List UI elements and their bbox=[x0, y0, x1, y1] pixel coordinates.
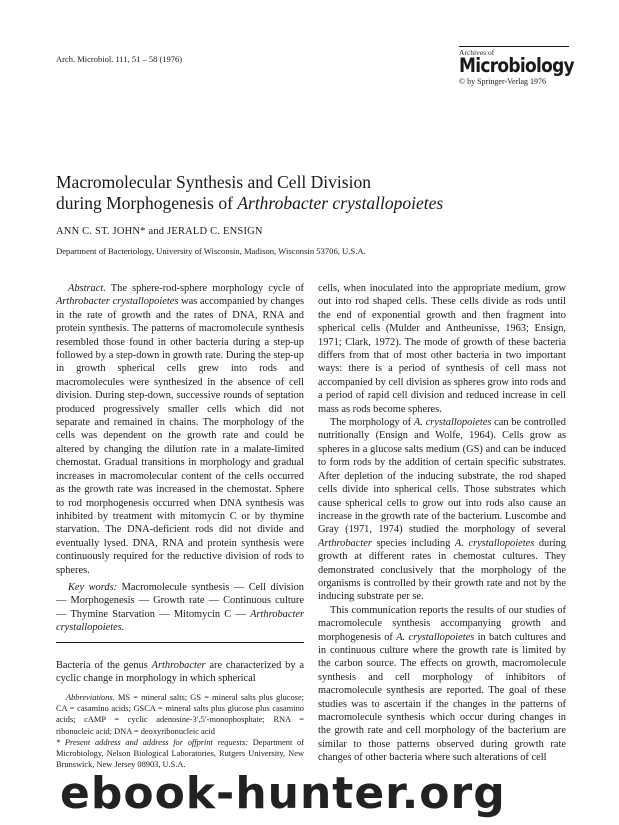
article-title bbox=[56, 172, 576, 214]
p3-text-a: This communication reports the results of our studies of macromolecule synthesis accompanying growth and morphogenesis of bbox=[318, 604, 566, 643]
p2-organism-1: A. crystallopoietes bbox=[413, 417, 492, 429]
p3-organism: A. crystallopoietes bbox=[396, 631, 475, 643]
keywords-text: Macromolecule synthesis — Cell division — Morphogenesis — Growth rate — Continuous culture — Thymine Starvation — Mitomycin C — bbox=[56, 581, 304, 620]
abbreviations-label: Abbreviations. bbox=[66, 693, 115, 702]
abstract-organism: Arthrobacter crystallopoietes bbox=[56, 296, 179, 308]
keywords-label: Key words: bbox=[68, 581, 118, 593]
intro-text-b: are characterized by a cyclic change in morphology in which spherical bbox=[56, 660, 304, 685]
abstract-label: Abstract. bbox=[68, 283, 106, 294]
address-footnote bbox=[56, 737, 304, 771]
p2-text-d: during growth at different rates in chemostat cultures. They demonstrated conclusively that the morphology of the organisms is controlled by their growth rate and not by the inducing substrate per se. bbox=[318, 537, 566, 603]
intro-text-a: Bacteria of the genus bbox=[56, 660, 152, 671]
watermark: ebook-hunter.org bbox=[60, 768, 506, 819]
abstract-paragraph bbox=[56, 282, 304, 577]
p3-text-b: in batch cultures and in continuous culture where the growth rate is limited by the carbon source. The effects on growth, macromolecule synthesis and cell morphology of inhibitors of macromolecule synthesis are reported. The goal of these studies was to ascertain if the changes in the patterns of macromolecule synthesis which occur during changes in the growth rate and cell morphology of the bacterium are similar to those patterns observed during growth rate changes of other bacteria where such alterations of cell bbox=[318, 631, 567, 764]
abbreviations-footnote bbox=[56, 692, 304, 737]
abstract-text-a: The sphere-rod-sphere morphology cycle of bbox=[105, 283, 304, 294]
title-line-2-text: during Morphogenesis of bbox=[56, 193, 238, 213]
right-paragraph-1: cells, when inoculated into the appropriate medium, grow out into rod shaped cells. These cells divide as rods until the end of exponential growth and then fragment into spherical cells (Mulder and Antheunisse, 1963; Ensign, 1971; Clark, 1972). The mode of growth of these bacteria differs from that of most other bacteria in two important ways: there is a period of synthesis of cell mass not accompanied by cell division as spheres grow into rods and a period of rapid cell division and reduced increase in cell mass as rods become spheres. bbox=[318, 283, 566, 415]
p2-text-a: The morphology of bbox=[330, 417, 414, 429]
p2-text-b: can be controlled nutritionally (Ensign and Wolfe, 1964). Cells grow as spheres in a glucose salts medium (GS) and can be induced to form rods by the addition of certain specific substrates. After depletion of the inducing substrate, the rod shaped cells divide into spherical cells. Those substrates which cause spherical cells to grow out into rods also cause an increase in the growth rate of the bacterium. Luscombe and Gray (1971, 1974) studied the morphology of several bbox=[318, 417, 566, 536]
authors: ANN C. ST. JOHN* and JERALD C. ENSIGN bbox=[56, 226, 263, 237]
citation-line: Arch. Microbiol. 111, 51 – 58 (1976) bbox=[56, 54, 183, 64]
footnotes bbox=[56, 692, 304, 770]
right-column bbox=[318, 282, 566, 765]
right-paragraph-3 bbox=[318, 604, 566, 765]
section-divider bbox=[56, 642, 304, 643]
keywords-organism: Arthrobacter crystallopoietes. bbox=[56, 608, 304, 634]
journal-name: Microbiology bbox=[459, 54, 574, 78]
title-organism: Arthrobacter crystallopoietes bbox=[237, 193, 444, 213]
keywords bbox=[56, 581, 304, 635]
intro-paragraph bbox=[56, 659, 304, 686]
abstract-text-b: was accompanied by changes in the rate of growth and the rates of DNA, RNA and protein synthesis. The patterns of macromolecule synthesis resembled those found in other bacteria during a step-up followed by a step-down in growth rate. During the step-up in growth spherical cells grew into rods and macromolecules were synthesized in the absence of cell division. During step-down, successive rounds of septation produced progressively smaller cells which did not separate and remained in chains. The morphology of the cells was dependent on the growth rate and could be altered by changing the dilution rate in a malate-limited chemostat. Gradual transitions in morphology and gradual increases in macromolecular content of the cells occurred as the growth rate was increased in the chemostat. Sphere to rod morphogenesis occurred when DNA synthesis was inhibited by treatment with mitomycin C or by thymine starvation. The DNA-deficient rods did not divide and eventually lysed. DNA, RNA and protein synthesis were continuously required for the reductive division of rods to spheres. bbox=[56, 296, 305, 576]
abbreviations-text: MS = mineral salts; GS = mineral salts plus glucose; CA = casamino acids; GSCA = mineral salts plus glucose plus casamino acids; cAMP = cyclic adenosine-3′,5′-monophosphate; RNA = ribonucleic acid; DNA = deoxyribonucleic acid bbox=[56, 693, 304, 736]
journal-logo bbox=[459, 46, 574, 86]
affiliation: Department of Bacteriology, University of Wisconsin, Madison, Wisconsin 53706, U.S.A. bbox=[56, 246, 366, 256]
address-label: * Present address and address for offprint requests: bbox=[56, 737, 248, 747]
journal-small-label: Archives of bbox=[459, 48, 495, 57]
left-column bbox=[56, 282, 304, 635]
p2-text-c: species including bbox=[371, 537, 455, 549]
right-paragraph-2 bbox=[318, 416, 566, 604]
p2-organism-3: A. crystallopoietes bbox=[454, 537, 535, 549]
intro-genus: Arthrobacter bbox=[151, 660, 206, 671]
copyright-line: © by Springer-Verlag 1976 bbox=[459, 77, 547, 86]
journal-rule bbox=[459, 46, 569, 47]
title-line-2 bbox=[56, 193, 576, 214]
address-text: Department of Microbiology, Nelson Biological Laboratories, Rutgers University, New Brunswick, New Jersey 08903, U.S.A. bbox=[56, 737, 304, 770]
p2-organism-2: Arthrobacter bbox=[318, 537, 372, 549]
title-line-1: Macromolecular Synthesis and Cell Division bbox=[56, 172, 371, 192]
